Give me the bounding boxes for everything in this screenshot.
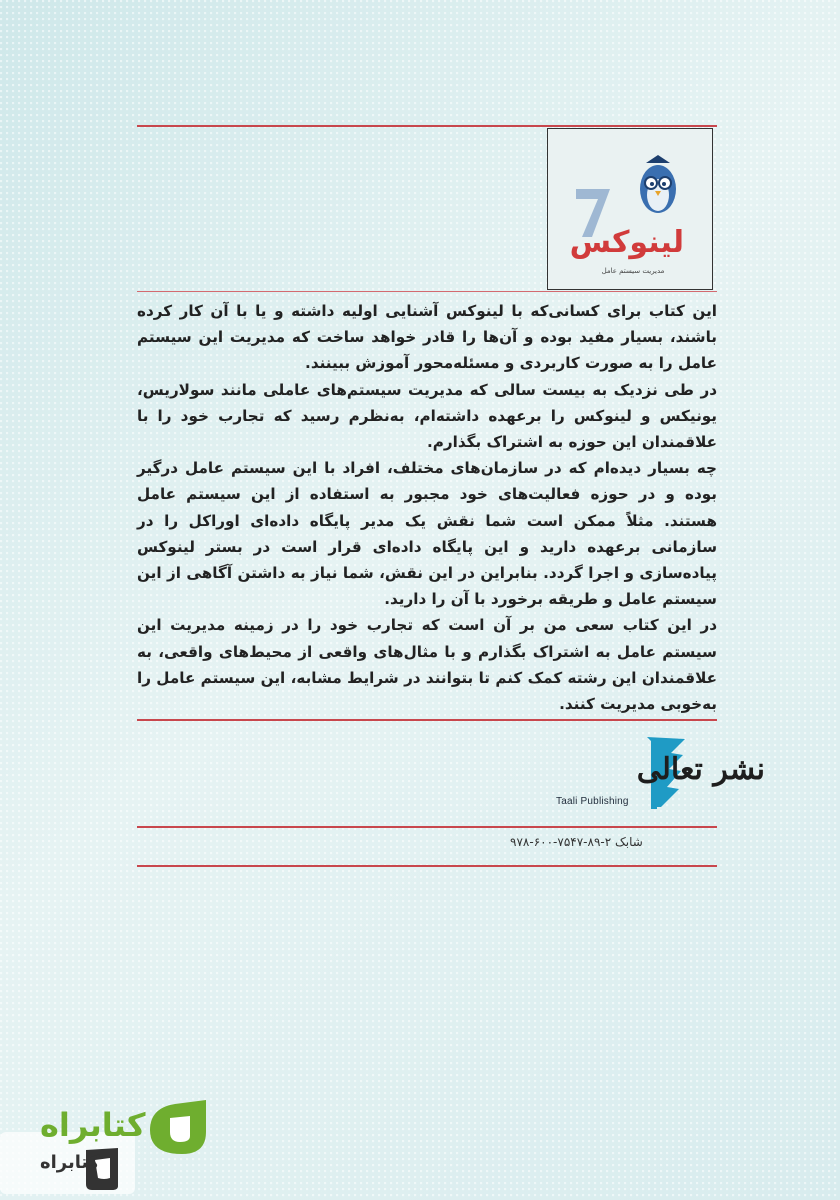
publisher-name: نشر تعالی	[636, 752, 765, 787]
description-paragraph-4: در این کتاب سعی من بر آن است که تجارب خود را در زمینه مدیریت این سیستم عامل به اشتراک بگذارم و با مثال‌های واقعی از محیط‌های واقعی، به علاقمندان این رشته کمک کنم تا بتوانند در شرایط مشابه، این سیستم عامل را به‌خوبی مدیریت کنند.	[137, 616, 717, 714]
penguin-logo-icon	[548, 129, 712, 289]
isbn-top-divider	[137, 826, 717, 828]
watermark-text: کتابراه	[40, 1106, 146, 1144]
text-divider	[137, 719, 717, 721]
cover-subtitle: مدیریت سیستم عامل	[601, 267, 665, 275]
watermark-logo-icon	[0, 1088, 215, 1200]
isbn-text: شابک ۲-۸۹-۷۵۴۷-۶۰۰-۹۷۸	[510, 835, 643, 849]
description-paragraph-2: در طی نزدیک به بیست سالی که مدیریت سیستم‌های عاملی مانند سولاریس، یونیکس و لینوکس را برعهده داشته‌ام، به‌نظرم رسید که تجارب خود را با علاقمندان این حوزه به اشتراک بگذارم.	[137, 380, 717, 452]
publisher-latin-name: Taali Publishing	[556, 796, 629, 807]
watermark-small-text: کتابراه	[40, 1152, 100, 1173]
top-divider	[137, 125, 717, 127]
description-paragraph-1: این کتاب برای کسانی‌که با لینوکس آشنایی اولیه داشته و یا با آن کار کرده باشند، بسیار مفید بوده و آن‌ها را قادر خواهد ساخت که مدیریت این سیستم عامل را به صورت کاربردی و مسئله‌محور آموزش ببینند.	[137, 302, 717, 373]
cover-divider	[137, 291, 717, 292]
book-cover-thumbnail	[547, 128, 713, 290]
isbn-bottom-divider	[137, 865, 717, 867]
cover-title: لینوکس	[569, 225, 684, 260]
description-paragraph-3: چه بسیار دیده‌ام که در سازمان‌های مختلف، افراد با این سیستم عامل درگیر بوده و در حوزه فعالیت‌های خود مجبور به استفاده از این سیستم عامل هستند. مثلاً ممکن است شما نقش یک مدیر پایگاه داده‌ای اوراکل را در سازمانی برعهده دارید و این پایگاه داده‌ای قرار است در بستر لینوکس پیاده‌سازی و اجرا گردد. بنابراین در این نقش، شما نیاز به داشتن آگاهی از این سیستم عامل و طریقه برخورد با آن را دارید.	[137, 459, 717, 609]
back-cover-description	[137, 298, 717, 717]
